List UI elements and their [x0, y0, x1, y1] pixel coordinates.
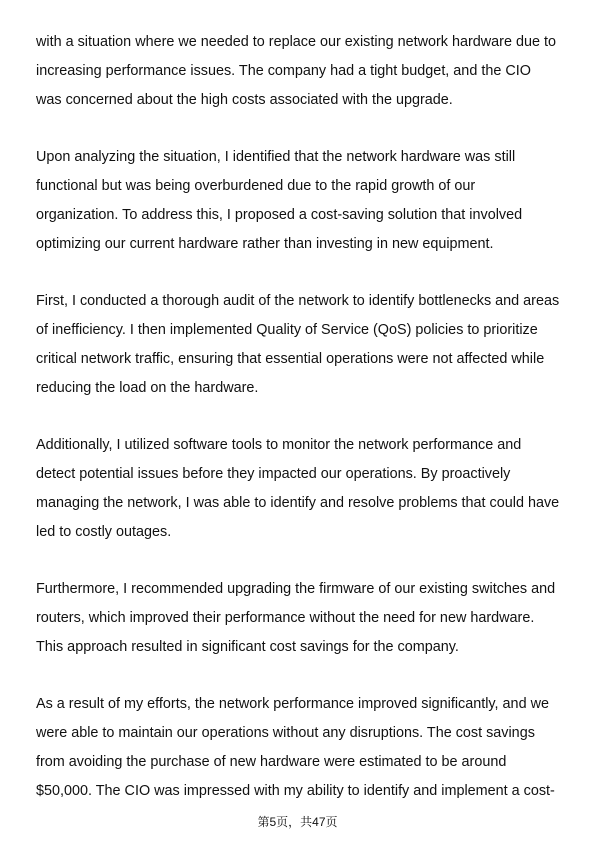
- text-line: This approach resulted in significant cost savings for the company.: [36, 638, 459, 655]
- paragraph: [36, 431, 572, 546]
- text-line: were able to maintain our operations without any disruptions. The cost savings: [36, 725, 535, 742]
- text-line: First, I conducted a thorough audit of the network to identify bottlenecks and areas: [36, 293, 560, 310]
- text-line: critical network traffic, ensuring that essential operations were not affected while: [36, 350, 545, 367]
- text-line: Upon analyzing the situation, I identified that the network hardware was still: [36, 149, 516, 166]
- text-line: reducing the load on the hardware.: [36, 379, 259, 396]
- paragraph: [36, 575, 572, 661]
- page-number-footer: 第5页，共47页: [257, 815, 338, 829]
- text-line: functional but was being overburdened due to the rapid growth of our: [36, 177, 476, 194]
- text-line: from avoiding the purchase of new hardware were estimated to be around: [36, 753, 507, 770]
- paragraph: [36, 28, 572, 114]
- text-line: led to costly outages.: [36, 523, 172, 540]
- text-line: As a result of my efforts, the network performance improved significantly, and we: [36, 696, 549, 713]
- text-line: Furthermore, I recommended upgrading the firmware of our existing switches and: [36, 581, 556, 598]
- text-line: was concerned about the high costs associated with the upgrade.: [36, 91, 453, 108]
- paragraph: [36, 690, 572, 805]
- text-line: of inefficiency. I then implemented Quality of Service (QoS) policies to prioritize: [36, 321, 538, 338]
- paragraph: [36, 143, 572, 258]
- text-line: optimizing our current hardware rather than investing in new equipment.: [36, 235, 494, 252]
- text-line: with a situation where we needed to replace our existing network hardware due to: [36, 34, 556, 50]
- text-line: increasing performance issues. The company had a tight budget, and the CIO: [36, 62, 531, 79]
- text-line: detect potential issues before they impacted our operations. By proactively: [36, 465, 511, 482]
- paragraph: [36, 287, 572, 402]
- text-line: $50,000. The CIO was impressed with my ability to identify and implement a cost-: [36, 782, 555, 799]
- document-body: [36, 28, 572, 834]
- text-line: Additionally, I utilized software tools to monitor the network performance and: [36, 437, 522, 454]
- text-line: routers, which improved their performance without the need for new hardware.: [36, 609, 535, 626]
- text-line: organization. To address this, I proposed a cost-saving solution that involved: [36, 206, 523, 223]
- text-line: managing the network, I was able to identify and resolve problems that could have: [36, 494, 560, 511]
